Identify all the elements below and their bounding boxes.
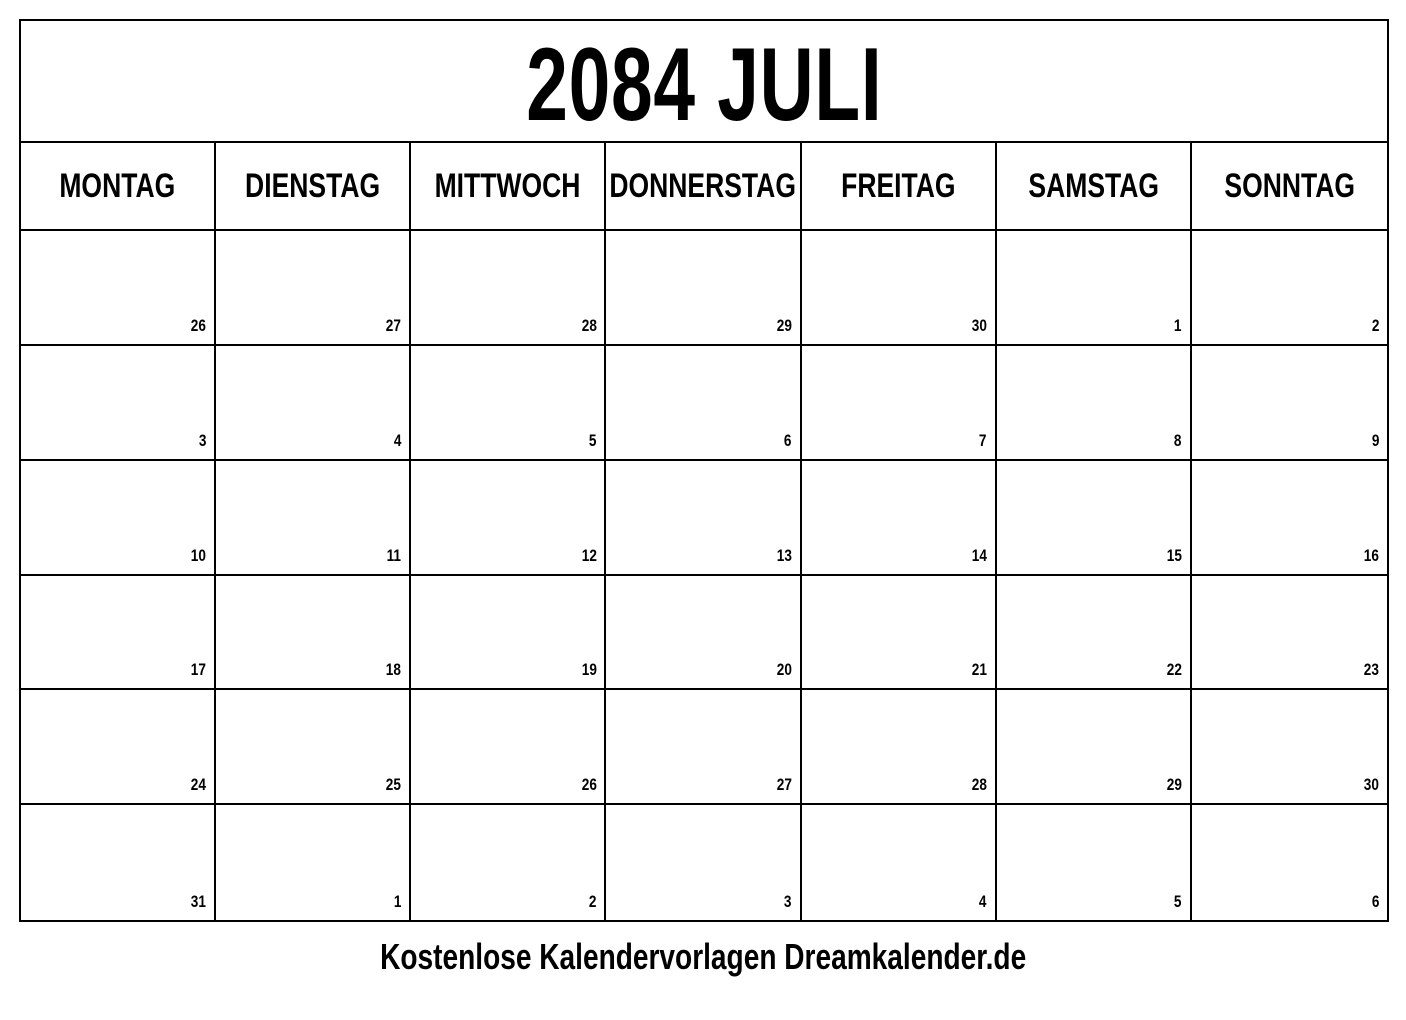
day-number: 26 — [581, 775, 597, 795]
day-cell — [216, 576, 411, 691]
weekday-header-sunday — [1192, 143, 1387, 231]
day-number: 3 — [783, 892, 792, 911]
weekday-header-wednesday — [411, 143, 606, 231]
day-number: 12 — [581, 545, 597, 565]
day-number: 4 — [979, 892, 987, 911]
day-cell — [606, 805, 801, 920]
day-cell — [411, 805, 606, 920]
day-cell — [802, 690, 997, 805]
day-cell — [411, 461, 606, 576]
day-cell — [411, 231, 606, 346]
day-number: 30 — [971, 315, 987, 335]
day-number: 31 — [191, 892, 207, 911]
day-cell — [21, 461, 216, 576]
calendar — [19, 19, 1389, 922]
weekday-header-saturday — [997, 143, 1192, 231]
day-cell — [802, 461, 997, 576]
day-number: 30 — [1363, 775, 1379, 795]
day-number: 26 — [191, 315, 207, 335]
day-number: 2 — [588, 892, 597, 911]
day-number: 23 — [1363, 660, 1379, 680]
title-row — [21, 21, 1387, 143]
day-number: 13 — [776, 545, 792, 565]
day-cell — [802, 346, 997, 461]
day-number: 18 — [386, 660, 402, 680]
day-number: 28 — [581, 315, 597, 335]
weekday-label: MONTAG — [59, 166, 176, 205]
day-cell — [802, 231, 997, 346]
day-number: 14 — [971, 545, 987, 565]
day-cell — [997, 346, 1192, 461]
weekday-label: DIENSTAG — [245, 166, 381, 205]
day-number: 2 — [1371, 315, 1379, 335]
day-cell — [411, 690, 606, 805]
day-cell — [802, 576, 997, 691]
day-number: 25 — [386, 775, 402, 795]
day-number: 6 — [783, 430, 792, 450]
day-cell — [1192, 231, 1387, 346]
day-cell — [997, 461, 1192, 576]
day-number: 5 — [1174, 892, 1182, 911]
day-cell — [606, 690, 801, 805]
day-number: 7 — [979, 430, 987, 450]
day-cell — [21, 805, 216, 920]
day-cell — [1192, 576, 1387, 691]
day-number: 16 — [1363, 545, 1379, 565]
weekday-header-monday — [21, 143, 216, 231]
weekday-label: SAMSTAG — [1027, 166, 1159, 205]
weekday-label: FREITAG — [840, 166, 956, 205]
weekday-header-tuesday — [216, 143, 411, 231]
day-cell — [1192, 805, 1387, 920]
weekday-header-thursday — [606, 143, 801, 231]
day-number: 28 — [971, 775, 987, 795]
day-cell — [997, 231, 1192, 346]
day-number: 29 — [1166, 775, 1182, 795]
day-cell — [997, 690, 1192, 805]
day-cell — [21, 690, 216, 805]
day-number: 24 — [191, 775, 207, 795]
day-number: 27 — [776, 775, 792, 795]
day-number: 8 — [1174, 430, 1182, 450]
day-cell — [216, 690, 411, 805]
day-cell — [21, 576, 216, 691]
day-number: 17 — [191, 660, 207, 680]
day-cell — [21, 231, 216, 346]
calendar-grid — [21, 143, 1387, 920]
day-number: 3 — [198, 430, 207, 450]
calendar-title: 2084 JULI — [525, 27, 883, 143]
day-number: 15 — [1166, 545, 1182, 565]
day-cell — [606, 346, 801, 461]
footer — [0, 936, 1406, 978]
footer-credit: Kostenlose Kalendervorlagen Dreamkalender.de — [379, 936, 1027, 977]
day-cell — [1192, 461, 1387, 576]
day-number: 1 — [1174, 315, 1182, 335]
day-cell — [606, 231, 801, 346]
day-number: 10 — [191, 545, 207, 565]
day-number: 29 — [776, 315, 792, 335]
day-cell — [21, 346, 216, 461]
day-number: 5 — [588, 430, 597, 450]
day-number: 6 — [1371, 892, 1379, 911]
day-number: 1 — [393, 892, 402, 911]
day-number: 20 — [776, 660, 792, 680]
day-number: 22 — [1166, 660, 1182, 680]
day-cell — [216, 346, 411, 461]
weekday-label: DONNERSTAG — [609, 166, 797, 205]
day-cell — [997, 805, 1192, 920]
day-cell — [411, 576, 606, 691]
day-number: 9 — [1371, 430, 1379, 450]
day-cell — [802, 805, 997, 920]
day-cell — [997, 576, 1192, 691]
day-number: 21 — [971, 660, 987, 680]
weekday-label: MITTWOCH — [434, 166, 581, 205]
day-number: 19 — [581, 660, 597, 680]
day-number: 11 — [386, 545, 402, 565]
day-cell — [216, 461, 411, 576]
day-cell — [216, 231, 411, 346]
day-number: 4 — [393, 430, 402, 450]
day-cell — [606, 576, 801, 691]
day-cell — [1192, 690, 1387, 805]
weekday-label: SONNTAG — [1224, 166, 1355, 205]
day-cell — [1192, 346, 1387, 461]
day-cell — [411, 346, 606, 461]
day-cell — [216, 805, 411, 920]
day-cell — [606, 461, 801, 576]
day-number: 27 — [386, 315, 402, 335]
weekday-header-friday — [802, 143, 997, 231]
